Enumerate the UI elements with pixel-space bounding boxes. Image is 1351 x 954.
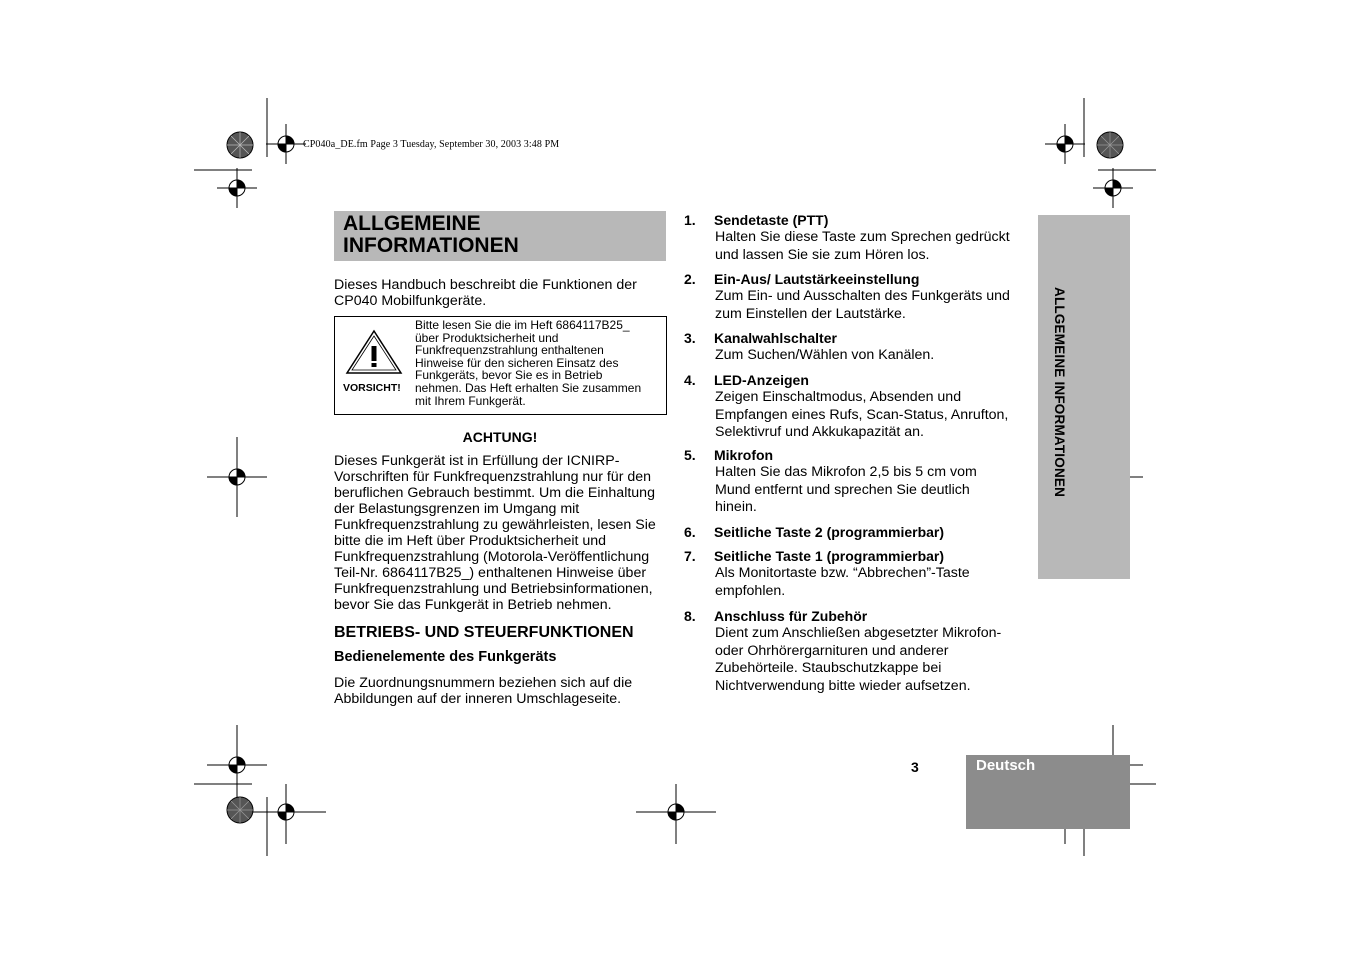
page-title	[334, 211, 666, 261]
registration-target-icon	[636, 784, 716, 844]
list-item-body-line: hinein.	[715, 499, 757, 515]
list-item-number: 5.	[684, 447, 696, 463]
registration-target-icon	[207, 437, 267, 517]
file-info-line: CP040a_DE.fm Page 3 Tuesday, September 30, 2003 3:48 PM	[303, 139, 560, 150]
section-body-line: Die Zuordnungsnummern beziehen sich auf die	[334, 675, 633, 691]
list-item-body-line: Zum Suchen/Wählen von Kanälen.	[715, 347, 935, 363]
list-item-title: Anschluss für Zubehör	[714, 608, 868, 624]
caution-line: nehmen. Das Heft erhalten Sie zusammen	[415, 380, 642, 395]
caution-line: Hinweise für den sicheren Einsatz des	[415, 355, 619, 370]
list-item-number: 8.	[684, 608, 696, 624]
list-item-body	[715, 565, 1025, 600]
starburst-mark-icon	[1096, 131, 1124, 159]
achtung-heading: ACHTUNG!	[462, 429, 538, 445]
page-number: 3	[911, 759, 919, 775]
list-item-number: 4.	[684, 372, 696, 388]
list-item-title: Seitliche Taste 2 (programmierbar)	[714, 524, 945, 540]
list-item-title: Kanalwahlschalter	[714, 330, 837, 346]
caution-line: Funkfrequenzstrahlung enthaltenen	[415, 343, 604, 358]
list-item-body-line: Selektivruf und Akkukapazität an.	[715, 424, 924, 440]
starburst-mark-icon	[226, 131, 254, 159]
list-item-body-line: Dient zum Anschließen abgesetzter Mikrofon-	[715, 625, 1002, 641]
list-item-title: Seitliche Taste 1 (programmierbar)	[714, 548, 945, 564]
section-subheading: Bedienelemente des Funkgeräts	[334, 649, 557, 665]
registration-target-icon	[1045, 124, 1085, 164]
language-label: Deutsch	[976, 757, 1036, 774]
caution-text	[415, 319, 665, 407]
list-item-body-line: Zeigen Einschaltmodus, Absenden und	[715, 389, 962, 405]
achtung-line: beruflichen Gebrauch bestimmt. Um die Einhaltung	[334, 485, 655, 501]
list-item-body	[715, 347, 1025, 365]
achtung-line: Vorschriften für Funkfrequenzstrahlung nur für den	[334, 469, 652, 485]
achtung-line: bitte die im Heft über Produktsicherheit und	[334, 533, 607, 549]
section-heading: BETRIEBS- UND STEUERFUNKTIONEN	[334, 624, 634, 641]
list-item-body	[715, 625, 1025, 695]
caution-label: VORSICHT!	[343, 382, 401, 394]
list-item-body	[715, 389, 1025, 442]
list-item-title: Mikrofon	[714, 447, 774, 463]
caution-box	[334, 316, 667, 415]
section-body	[334, 675, 632, 707]
intro-line: Dieses Handbuch beschreibt die Funktionen der	[334, 277, 637, 293]
intro-paragraph	[334, 277, 637, 309]
caution-line: über Produktsicherheit und	[415, 330, 559, 345]
achtung-line: Teil-Nr. 6864117B25_) enthaltenen Hinweise über	[334, 565, 647, 581]
registration-target-icon	[266, 124, 306, 164]
caution-line: Bitte lesen Sie die im Heft 6864117B25_	[415, 318, 630, 332]
list-item-number: 6.	[684, 524, 696, 540]
list-item-number: 2.	[684, 271, 696, 287]
list-item-body-line: empfohlen.	[715, 582, 786, 599]
list-item-body-line: Halten Sie diese Taste zum Sprechen gedrückt	[715, 229, 1010, 245]
list-item-body	[715, 288, 1025, 323]
page-title-line2: INFORMATIONEN	[343, 234, 519, 257]
list-item-body-line: Zum Ein- und Ausschalten des Funkgeräts und	[715, 288, 1010, 304]
achtung-line: der Belastungsgrenzen im Umgang mit	[334, 501, 580, 517]
list-item-body-line: Halten Sie das Mikrofon 2,5 bis 5 cm vom	[715, 464, 977, 480]
warning-triangle-icon	[345, 329, 403, 375]
list-item-body-line: Mund entfernt und sprechen Sie deutlich	[715, 481, 970, 498]
list-item-body-line: Als Monitortaste bzw. “Abbrechen”-Taste	[715, 565, 970, 581]
registration-target-icon	[217, 168, 257, 208]
chapter-side-tab-label: ALLGEMEINE INFORMATIONEN	[1052, 287, 1067, 498]
starburst-mark-icon	[226, 796, 254, 824]
list-item-body-line: oder Ohrhörergarnituren und anderer	[715, 642, 949, 659]
achtung-line: bevor Sie das Funkgerät in Betrieb nehmen.	[334, 597, 612, 613]
list-item-body-line: und lassen Sie sie zum Hören los.	[715, 246, 930, 263]
page-title-line1: ALLGEMEINE	[343, 212, 481, 235]
caution-line: mit Ihrem Funkgerät.	[415, 393, 526, 408]
registration-target-icon	[246, 784, 326, 844]
list-item-body-line: Nichtverwendung bitte wieder aufsetzen.	[715, 677, 971, 694]
achtung-paragraph	[334, 453, 656, 613]
caution-line: Funkgeräts, bevor Sie es in Betrieb	[415, 368, 603, 383]
list-item-body-line: zum Einstellen der Lautstärke.	[715, 305, 906, 322]
achtung-line: Funkfrequenzstrahlung zu gewährleisten, lesen Sie	[334, 517, 656, 533]
list-item-number: 3.	[684, 330, 696, 346]
list-item-body	[715, 229, 1025, 264]
list-item-body	[715, 464, 1025, 517]
registration-target-icon	[1093, 168, 1133, 208]
intro-line: CP040 Mobilfunkgeräte.	[334, 293, 487, 309]
list-item-number: 7.	[684, 548, 696, 564]
achtung-line: Funkfrequenzstrahlung und Betriebsinformationen,	[334, 581, 653, 597]
list-item-number: 1.	[684, 212, 696, 228]
achtung-line: Funkfrequenzstrahlung (Motorola-Veröffentlichung	[334, 549, 650, 565]
list-item-title: Ein-Aus/ Lautstärkeeinstellung	[714, 271, 920, 287]
section-body-line: Abbildungen auf der inneren Umschlageseite.	[334, 691, 622, 707]
list-item-body-line: Empfangen eines Rufs, Scan-Status, Anrufton,	[715, 406, 1009, 423]
achtung-line: Dieses Funkgerät ist in Erfüllung der ICNIRP-	[334, 453, 620, 469]
list-item-title: Sendetaste (PTT)	[714, 212, 829, 228]
list-item-body-line: Zubehörteile. Staubschutzkappe bei	[715, 660, 942, 676]
list-item-title: LED-Anzeigen	[714, 372, 809, 388]
